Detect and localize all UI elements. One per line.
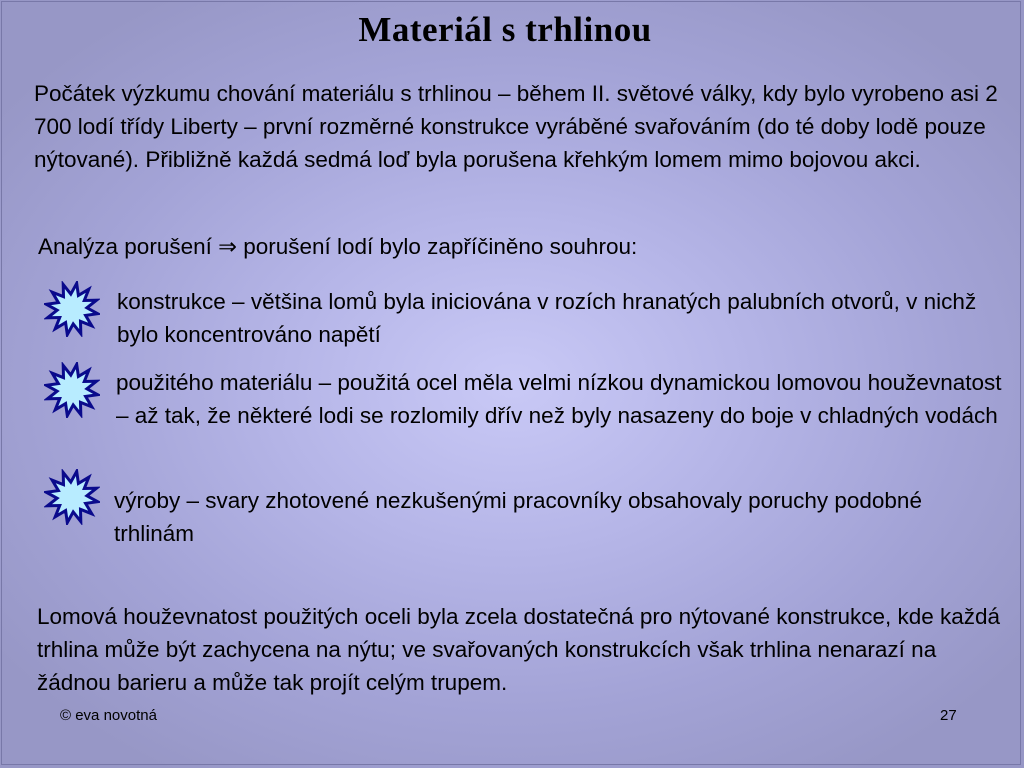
footer-author: © eva novotná [60,707,157,724]
conclusion-paragraph: Lomová houževnatost použitých oceli byla zcela dostatečná pro nýtované konstrukce, kde každá trhlina může být zachycena na nýtu; ve svařovaných konstrukcích však trhlina nenarazí na žádnou barieru a může tak projít celým trupem. [37,604,1001,695]
bullet-item-material: použitého materiálu – použitá ocel měla velmi nízkou dynamickou lomovou houževnatost – až tak, že některé lodi se rozlomily dřív než byly nasazeny do boje v chladných vodách [116,370,1002,428]
analysis-line: Analýza porušení ⇒ porušení lodí bylo zapříčiněno souhrou: [38,234,638,259]
bullet-item-production: výroby – svary zhotovené nezkušenými pracovníky obsahovaly poruchy podobné trhlinám [114,488,922,546]
intro-paragraph: Počátek výzkumu chování materiálu s trhlinou – během II. světové války, kdy bylo vyrobeno asi 2 700 lodí třídy Liberty – první rozměrné konstrukce vyráběné svařováním (do té doby lodě pouze nýtované). Přibližně každá sedmá loď byla porušena křehkým lomem mimo bojovou akci. [34,81,998,172]
starburst-bullet-icon [44,469,100,525]
starburst-bullet-icon [44,362,100,418]
page-number: 27 [940,707,957,724]
starburst-bullet-icon [44,281,100,337]
slide-title: Materiál s trhlinou [358,10,652,49]
bullet-item-construction: konstrukce – většina lomů byla iniciována v rozích hranatých palubních otvorů, v nichž bylo koncentrováno napětí [117,289,977,347]
